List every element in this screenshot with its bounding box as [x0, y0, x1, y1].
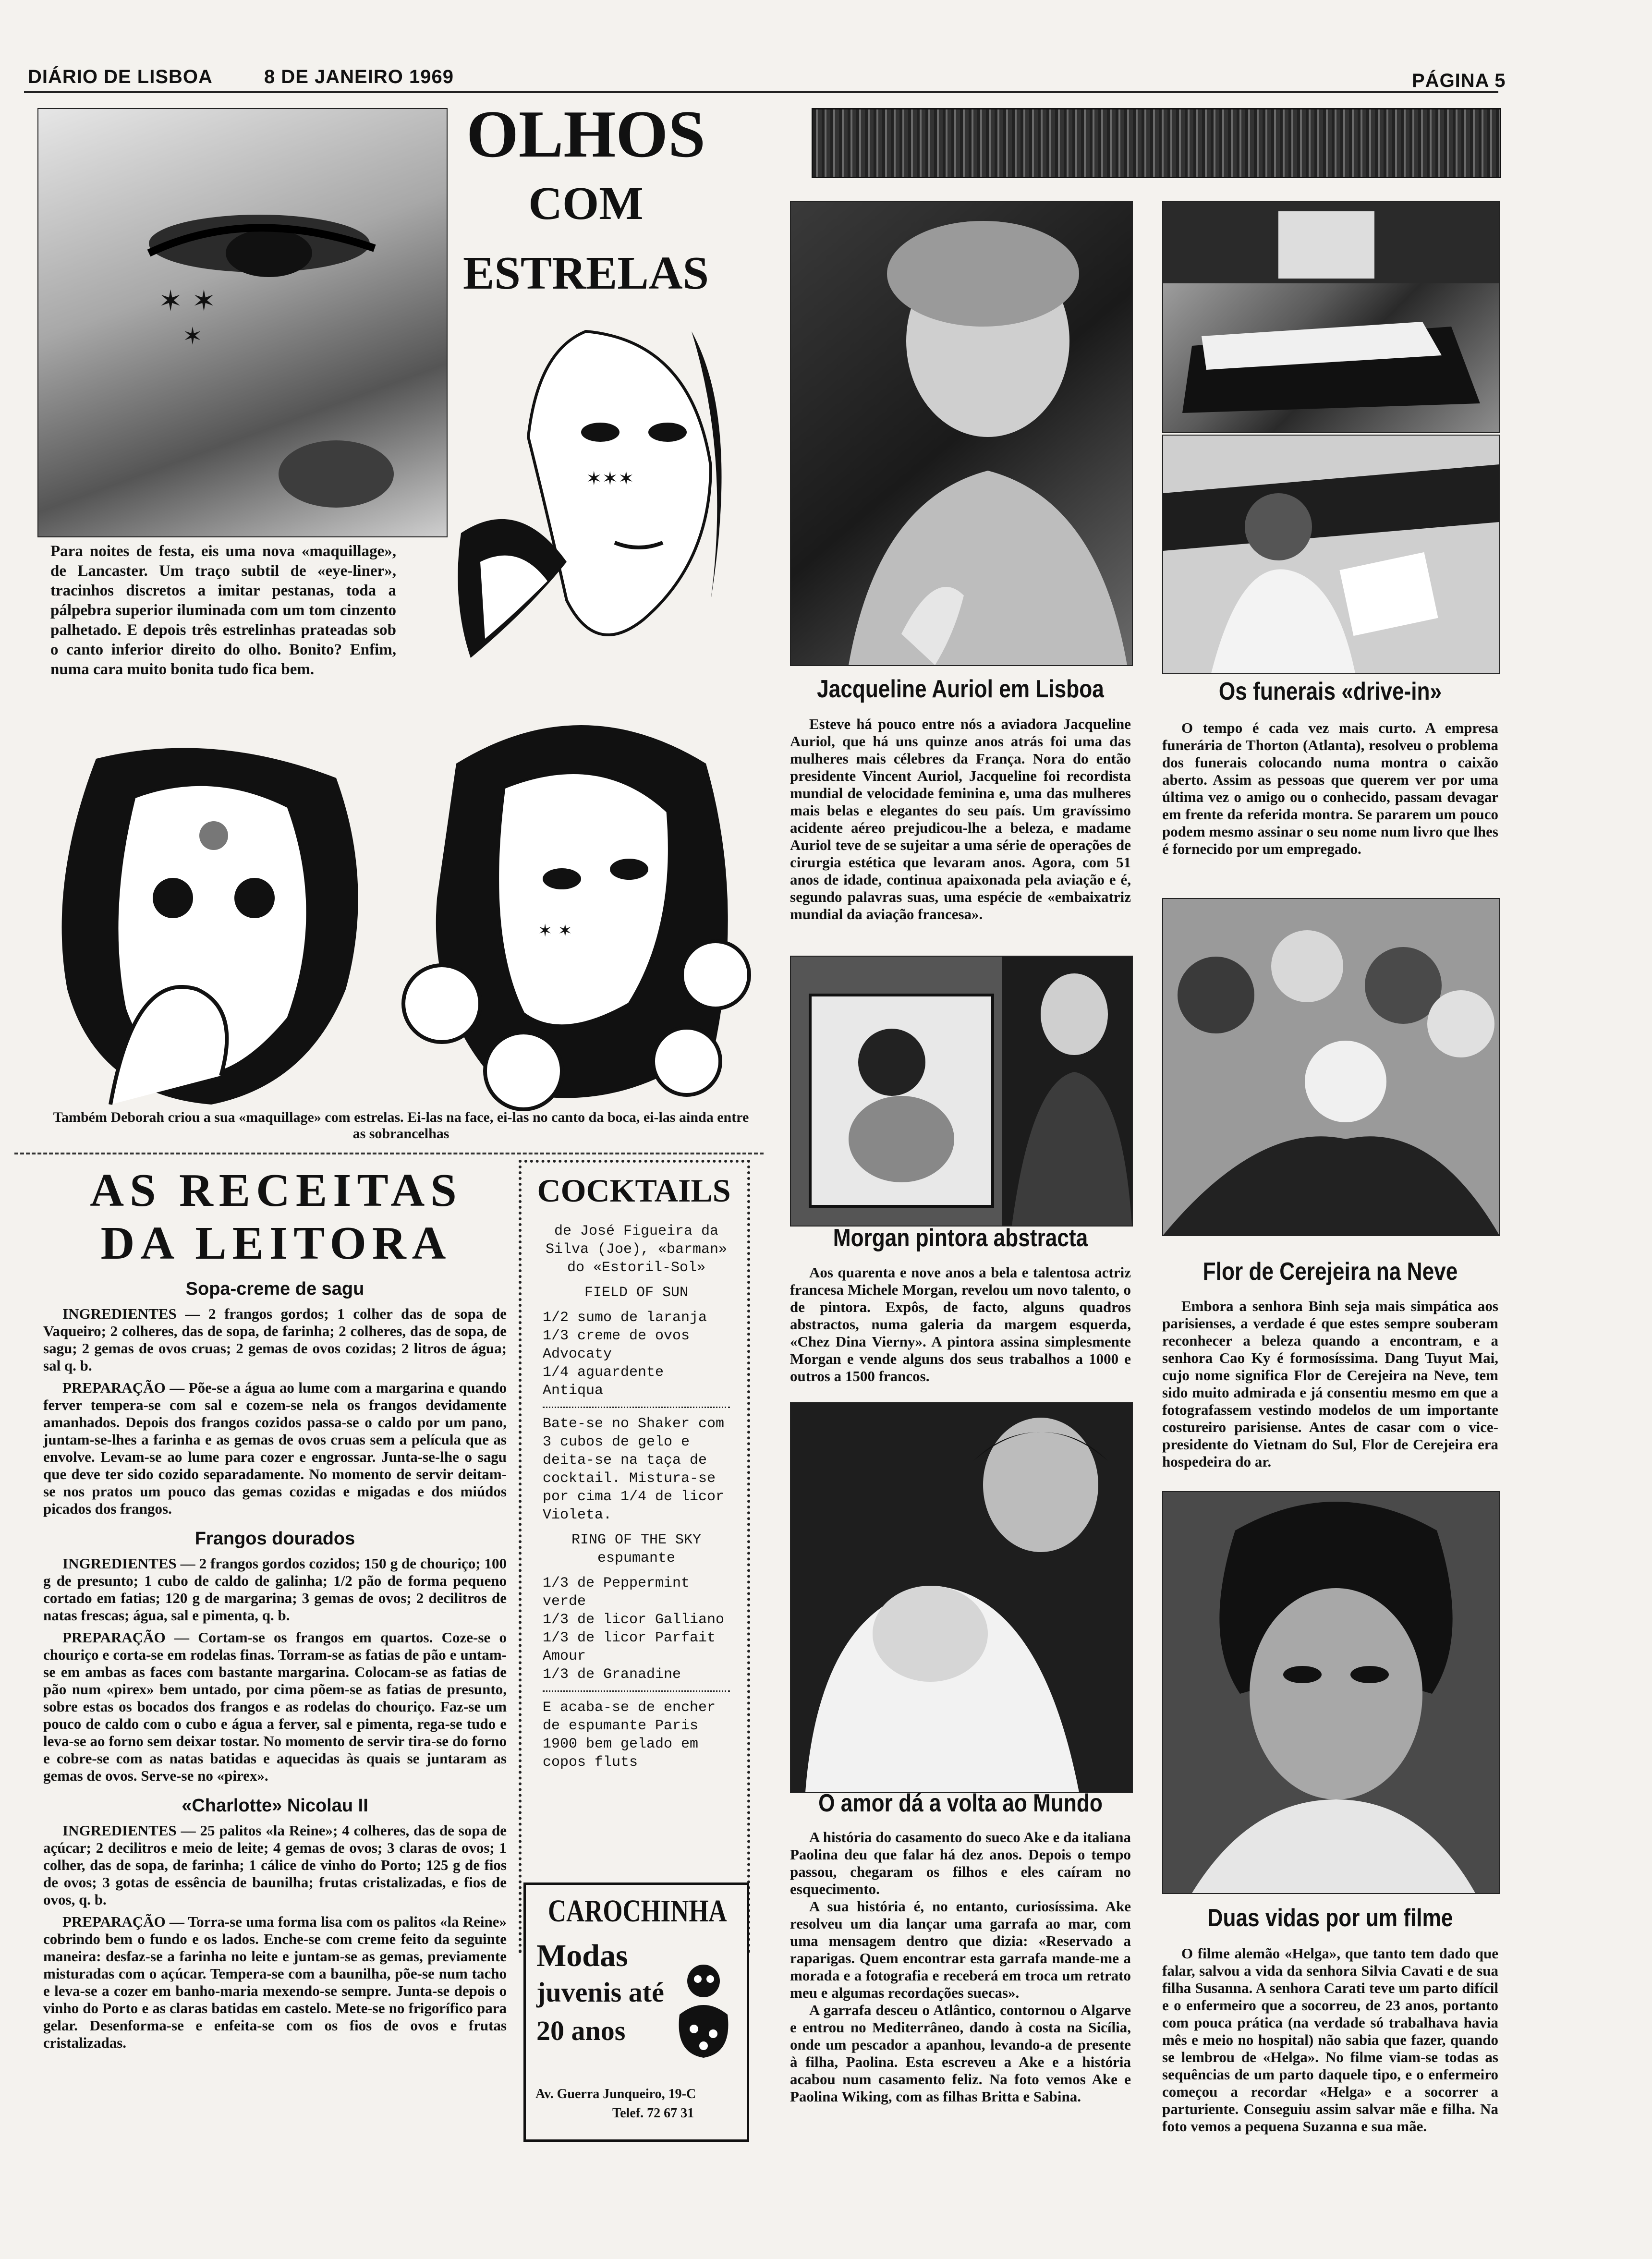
flor-headline: Flor de Cerejeira na Neve — [1203, 1258, 1458, 1286]
funerais-text: O tempo é cada vez mais curto. A empresa funerária de Thorton (Atlanta), resolveu o problema dos funerais colocando numa montra o caixão aberto. Assim as pessoas que querem ver por uma última vez o amigo ou o conhecido, passam devagar em frente da referida montra. Se pararem um pouco podem mesmo assinar o seu nome num livro que lhes é fornecido por um empregado. — [1162, 719, 1498, 857]
recipes-column — [43, 1268, 507, 2056]
flor-text: Embora a senhora Binh seja mais simpática aos parisienses, a verdade é que estes sempre souberam reconhecer a beleza quando a encontram, e a senhora Cao Ky é formosíssima. Dang Tuyut Mai, cujo nome significa Flor de Cerejeira na Neve, tem sido muito admirada e já consentiu mesmo em que a fotografassem vestindo modelos de um importante costureiro parisiense. Antes de casar com o vice-presidente do Vietnam do Sul, Flor de Cerejeira era hospedeira do ar. — [1162, 1298, 1498, 1470]
recipe-title-charlotte: «Charlotte» Nicolau II — [182, 1796, 368, 1816]
amor-paragraph-1: A história do casamento do sueco Ake e da italiana Paolina deu que falar há dez anos. Depois o tempo passou, chegaram os filhos e eles caíram no esquecimento. — [790, 1829, 1131, 1897]
ad-brand: CAROCHINHA — [548, 1894, 727, 1929]
cocktail1-method: Bate-se no Shaker com 3 cubos de gelo e deita-se na taça de cocktail. Mistura-se por cima 1/4 de licor Violeta. — [543, 1416, 725, 1523]
helga-mother-photo — [1162, 1491, 1500, 1894]
morgan-painting-photo — [790, 956, 1133, 1227]
cocktails-title: COCKTAILS — [537, 1172, 731, 1209]
amor-paragraph-2: A sua história é, no entanto, curiosíssima. Ake resolveu um dia lançar uma garrafa ao mar, com uma mensagem dentro que dizia: «Reservado a raparigas. Quem encontrar esta garrafa mande-me a morada e a fotografia e receberá em troca um retrato meu e algumas recordações suecas». — [790, 1898, 1131, 2001]
cocktail2-ing2: 1/3 de licor Galliano — [543, 1612, 725, 1628]
recipe-title-sopa: Sopa-creme de sagu — [185, 1279, 364, 1299]
feature-title-estrelas: ESTRELAS — [462, 247, 709, 299]
amor-text — [790, 1829, 1131, 2105]
family-baby-photo — [790, 1402, 1133, 1793]
cocktail-divider-2 — [543, 1690, 730, 1692]
recipe-sopa-preparation: PREPARAÇÃO — Põe-se a água ao lume com a margarina e quando ferver tempera-se com sal e cozem-se nela os frangos devidamente amanhados. Depois dos frangos cozidos passa-se o caldo por um pano, juntam-se-lhes a farinha e as gemas de ovos cruas sem a película que as envolve. Levam-se ao lume para cozer e engrossar. Junta-se-lhe o sagu que deve ter sido cozido separadamente. No momento de servir deitam-se nos pratos um pouco das gemas cozidas e migadas e dos miúdos picados dos frangos. — [43, 1379, 507, 1517]
cocktail-ring-of-the-sky: RING OF THE SKY — [571, 1532, 702, 1548]
carochinha-ad — [523, 1882, 749, 2142]
recipe-frangos-preparation: PREPARAÇÃO — Cortam-se os frangos em quartos. Coze-se o chouriço e corta-se em rodelas finas. Torram-se as fatias de pão e untam-se em ambas as faces com bastante margarina. Colocam-se as fatias de pão num «pirex» bem untado, por cima põem-se as fatias de presunto, sobre estas os bocados dos frangos e as rodelas do chouriço. Faz-se um pouco de caldo com o cubo e água a ferver, sal e pimenta, rega-se tudo e leva-se ao forno sem deixar tostar. No momento de servir tira-se do forno e cobre-se com as natas batidas e aquecidas às quais se juntaram as gemas de ovos. Serve-se no «pirex». — [43, 1629, 507, 1784]
portrait-silhouette — [791, 202, 1132, 665]
recipe-charlotte-preparation: PREPARAÇÃO — Torra-se uma forma lisa com os palitos «la Reine» cobrindo bem o fundo e os lados. Enche-se com creme feito da seguinte maneira: desfaz-se a farinha no leite e juntam-se as gemas, previamente misturadas com o açúcar. Tempera-se com a baunilha, põe-se num tacho e leva-se a cozer em banho-maria mexendo-se sempre. Junta-se depois o vinho do Porto e as claras batidas em castelo. Mete-se no frigorífico para gelar. Desenforma-se e enfeita-se com os fios de ovos e frutas cristalizadas. — [43, 1913, 507, 2051]
feature-title-olhos: OLHOS — [466, 97, 705, 171]
ad-address: Av. Guerra Junqueiro, 19-C — [535, 2087, 696, 2101]
ad-phone: Telef. 72 67 31 — [612, 2106, 694, 2121]
cocktails-intro: de José Figueira da Silva (Joe), «barman» do «Estoril-Sol» — [545, 1223, 728, 1276]
svg-text:✶✶✶: ✶✶✶ — [586, 468, 634, 490]
header-rule — [24, 91, 1498, 93]
cocktail2-ing4: 1/3 de Granadine — [543, 1666, 681, 1683]
face-with-hand-illustration — [38, 740, 384, 1119]
cocktail1-ing2: 1/3 creme de ovos Advocaty — [543, 1328, 690, 1362]
flowered-hair-illustration — [379, 706, 754, 1124]
auriol-text: Esteve há pouco entre nós a aviadora Jacqueline Auriol, que há uns quinze anos atrás foi uma das mulheres mais célebres da França. Nora do então presidente Vincent Auriol, Jacqueline foi recordista mundial de velocidade feminina e, uma das mulheres mais belas e elegantes do seu país. Um gravíssimo acidente aéreo prejudicou-lhe a beleza, e madame Auriol teve de se sujeitar a uma série de operações de cirurgia estética que levaram anos. Agora, com 51 anos de idade, continua apaixonada pela aviação e é, segundo palavras suas, uma espécie de «embaixatriz mundial da aviação francesa». — [790, 716, 1131, 923]
jacqueline-auriol-photo — [790, 201, 1133, 666]
ad-line2: juvenis até — [536, 1977, 664, 2008]
funerais-headline: Os funerais «drive-in» — [1218, 678, 1442, 705]
starry-face-illustration-top — [442, 312, 740, 696]
ad-line3: 20 anos — [536, 2015, 626, 2046]
section-rule — [14, 1153, 764, 1154]
cocktail2-method: E acaba-se de encher de espumante Paris 1900 bem gelado em copos fluts — [543, 1700, 716, 1771]
recipes-title-line1: AS RECEITAS — [90, 1165, 462, 1216]
morgan-text: Aos quarenta e nove anos a bela e talentosa actriz francesa Michele Morgan, revelou um novo talento, o de pintora. Expôs, de facto, alguns quadros abstractos, numa galeria da margem esquerda, «Chez Dina Vierny». A pintora assina simplesmente Morgan e vende alguns dos seus trabalhos a 1000 e outros a 1500 francos. — [790, 1264, 1131, 1385]
page-number: PÁGINA 5 — [1412, 70, 1506, 91]
helga-text: O filme alemão «Helga», que tanto tem dado que falar, salvou a vida da senhora Silvia Cavati e de sua filha Susanna. A senhora Carati teve um parto difícil e o enfermeiro que a socorreu, de 23 anos, portanto com pouca prática (na verdade só trabalhava havia mês e meio no hospital) não sabia que fazer, quando se lembrou de «Helga». No filme viam-se todas as sequências de um parto daquele tipo, e o enfermeiro começou a recordar «Helga» e a socorrer a parturiente. Conseguiu assim salvar mãe e filha. Na foto vemos a pequena Suzanna e sua mãe. — [1162, 1945, 1498, 2135]
crowd-photo — [1162, 898, 1500, 1236]
paper-name: DIÁRIO DE LISBOA — [28, 66, 213, 87]
feature-caption-lancaster: Para noites de festa, eis uma nova «maquillage», de Lancaster. Um traço subtil de «eye-liner», tracinhos discretos a imitar pestanas, toda a pálpebra superior iluminada com um tom cinzento palhetado. E depois três estrelinhas prateadas sob o canto inferior direito do olho. Bonito? Enfim, numa cara muito bonita tudo fica bem. — [50, 543, 396, 678]
auriol-headline: Jacqueline Auriol em Lisboa — [817, 675, 1104, 703]
svg-text:✶ ✶: ✶ ✶ — [538, 921, 572, 941]
issue-date: 8 DE JANEIRO 1969 — [264, 66, 454, 87]
crowd-scene — [1163, 899, 1499, 1235]
morgan-headline: Morgan pintora abstracta — [833, 1224, 1088, 1252]
amor-headline: O amor dá a volta ao Mundo — [818, 1789, 1103, 1817]
helga-headline: Duas vidas por um filme — [1207, 1904, 1453, 1932]
cocktail2-ing3: 1/3 de licor Parfait Amour — [543, 1630, 716, 1664]
cocktail1-ing1: 1/2 sumo de laranja — [543, 1310, 707, 1326]
ad-line1: Modas — [536, 1938, 628, 1973]
casket-window-photo — [1162, 201, 1500, 433]
cocktail2-ing1: 1/3 de Peppermint verde — [543, 1575, 690, 1610]
car-visitor-scene — [1163, 436, 1499, 673]
feature-caption-deborah: Também Deborah criou a sua «maquillage» com estrelas. Ei-las na face, ei-las no canto da boca, ei-las ainda entre as sobrancelhas — [53, 1109, 749, 1142]
section-banner — [812, 108, 1501, 178]
abstract-painting-scene — [791, 957, 1132, 1226]
cocktail2-sub: espumante — [597, 1550, 676, 1567]
svg-text:✶ ✶: ✶ ✶ — [158, 284, 216, 318]
eye-closeup-photo — [37, 108, 448, 537]
recipe-sopa-ingredients: INGREDIENTES — 2 frangos gordos; 1 colher das de sopa de Vaqueiro; 2 colheres, das de sopa, de farinha; 2 colheres, das de sopa, de sagu; 2 gemas de ovos cruas; 2 gemas de ovos cozidas; 2 litros de água; sal q. b. — [43, 1305, 507, 1374]
svg-text:✶: ✶ — [182, 322, 203, 350]
ladybug-mascot-icon — [670, 1957, 737, 2067]
mother-baby-scene — [791, 1403, 1132, 1792]
cocktail-divider — [543, 1407, 730, 1408]
eye-makeup-illustration — [38, 109, 447, 536]
cocktails-content — [543, 1222, 730, 1778]
cocktail-field-of-sun: FIELD OF SUN — [584, 1285, 689, 1301]
woman-portrait-scene — [1163, 1492, 1499, 1893]
casket-scene — [1163, 202, 1499, 432]
drive-in-car-photo — [1162, 435, 1500, 674]
feature-title-com: COM — [528, 178, 644, 230]
recipe-frangos-ingredients: INGREDIENTES — 2 frangos gordos cozidos; 150 g de chouriço; 100 g de presunto; 1 cubo de caldo de galinha; 1/2 pão de forma pequeno cortado em fatias; 120 g de margarina; 3 gemas de ovos; 2 decilitros de natas frescas; água, sal e pimenta, q. b. — [43, 1555, 507, 1624]
recipes-title-line2: DA LEITORA — [100, 1217, 452, 1269]
cocktail1-ing3: 1/4 aguardente Antiqua — [543, 1364, 664, 1399]
recipe-title-frangos: Frangos dourados — [194, 1529, 355, 1549]
amor-paragraph-3: A garrafa desceu o Atlântico, contornou o Algarve e entrou no Mediterrâneo, dando à costa na Sicília, onde um pescador a apanhou, levando-a de presente à filha, Paolina. Esta escreveu a Ake e a história acabou num casamento feliz. Na foto vemos Ake e Paolina Wiking, com as filhas Britta e Sabina. — [790, 2002, 1131, 2105]
recipe-charlotte-ingredients: INGREDIENTES — 25 palitos «la Reine»; 4 colheres, das de sopa de açúcar; 2 decilitros e meio de leite; 4 gemas de ovos; 3 claras de ovos; 1 colher, das de sopa, de farinha; 1 cálice de vinho do Porto; 125 g de fios de ovos; 3 gotas de essência de baunilha; frutas cristalizadas, e fios de ovos, q. b. — [43, 1822, 507, 1908]
